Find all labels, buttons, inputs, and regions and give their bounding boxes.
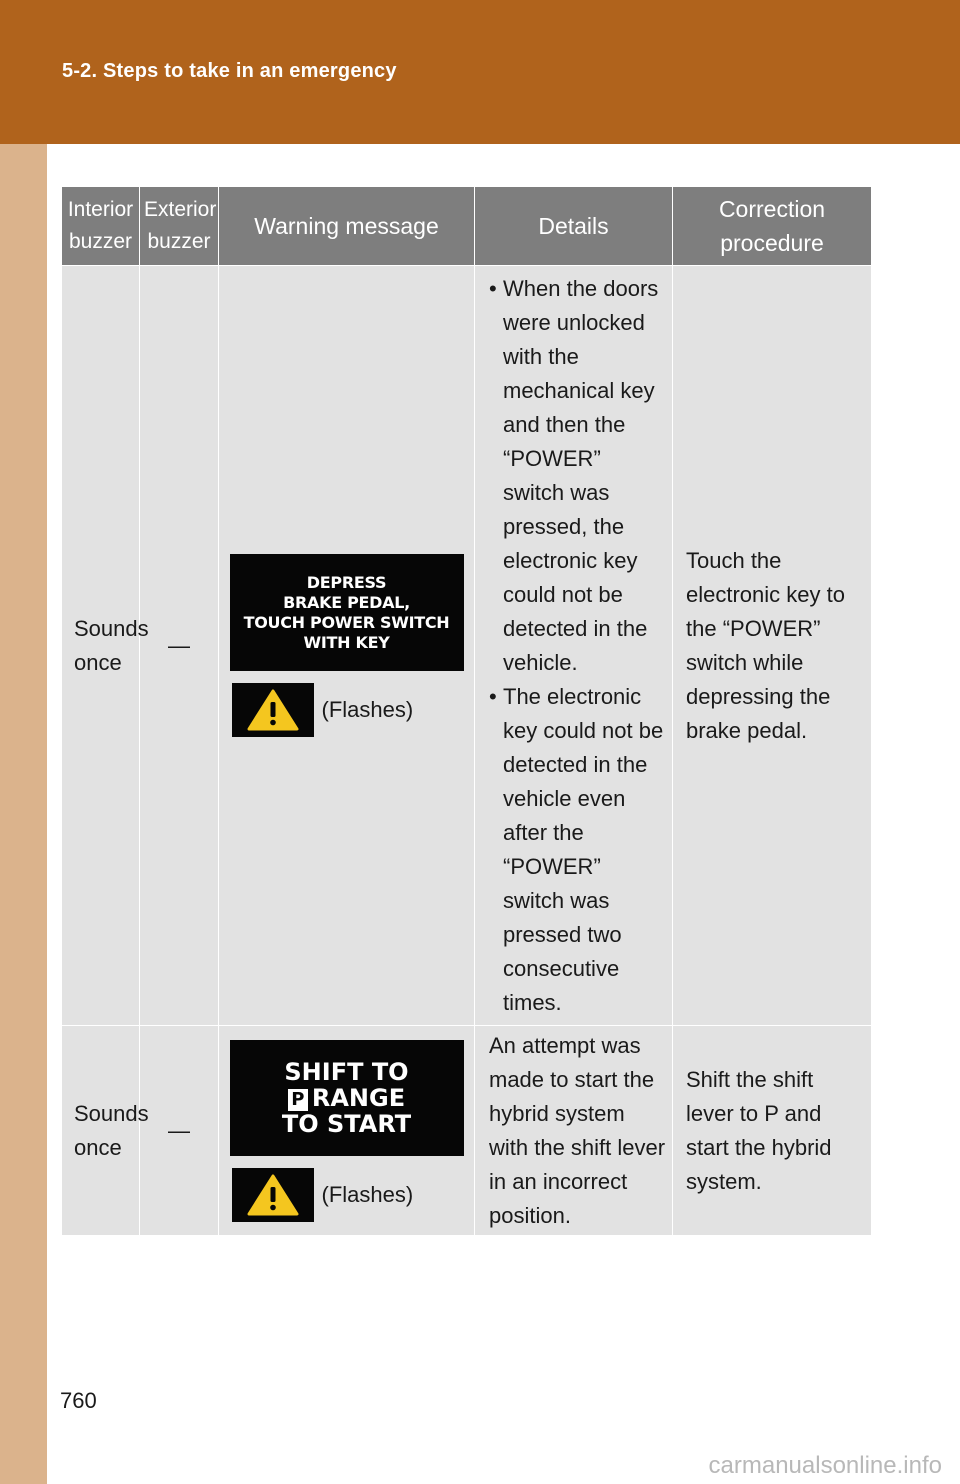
display-line: P RANGE (282, 1085, 411, 1111)
correction-cell: Shift the shift lever to P and start the hybrid system. (673, 1026, 872, 1236)
warning-message-cell (219, 1026, 475, 1236)
display-line: SHIFT TO (284, 1057, 409, 1086)
multi-information-display (230, 1040, 464, 1156)
interior-buzzer-cell: Sounds once (62, 1026, 140, 1236)
header-interior-buzzer: Interior buzzer (62, 187, 140, 266)
list-item: • When the doors were unlocked with the mechanical key and then the “POWER” switch was pressed, the electronic key could not be detected in the vehicle. (489, 272, 666, 680)
indicator-row (230, 683, 464, 737)
table-row (62, 1026, 872, 1236)
header-exterior-buzzer: Exterior buzzer (140, 187, 219, 266)
flashes-note: (Flashes) (321, 1181, 414, 1207)
interior-buzzer-cell: Sounds once (62, 266, 140, 1026)
flashes-note: (Flashes) (321, 697, 414, 722)
section-title: 5-2. Steps to take in an emergency (62, 60, 397, 82)
details-cell: An attempt was made to start the hybrid system with the shift lever in an incorrect position. (475, 1026, 673, 1236)
exterior-buzzer-cell: — (140, 266, 219, 1026)
display-line: DEPRESS (306, 572, 387, 592)
p-range-symbol: P (288, 1089, 308, 1111)
details-list (489, 272, 666, 1020)
list-item: • The electronic key could not be detected in the vehicle even after the “POWER” switch was pressed two consecutive times. (489, 680, 666, 1020)
side-band (0, 144, 47, 1484)
multi-information-display (230, 554, 464, 671)
display-line: TOUCH POWER SWITCH (243, 612, 450, 632)
correction-cell: Touch the electronic key to the “POWER” switch while depressing the brake pedal. (673, 266, 872, 1026)
warning-triangle-icon (232, 683, 314, 737)
warning-table (61, 186, 872, 1236)
details-cell (475, 266, 673, 1026)
warning-triangle-icon (232, 1168, 314, 1222)
warning-message-cell (219, 266, 475, 1026)
header-warning-message: Warning message (219, 187, 475, 266)
display-line: TO START (281, 1109, 412, 1138)
page-number: 760 (60, 1388, 97, 1413)
table-row (62, 266, 872, 1026)
table-header-row (62, 187, 872, 266)
display-line: WITH KEY (303, 632, 390, 652)
display-line: BRAKE PEDAL, (283, 592, 410, 612)
exterior-buzzer-cell: — (140, 1026, 219, 1236)
indicator-row (230, 1168, 464, 1222)
header-correction-procedure: Correction procedure (673, 187, 872, 266)
header-details: Details (475, 187, 673, 266)
watermark: carmanualsonline.info (708, 1452, 942, 1479)
